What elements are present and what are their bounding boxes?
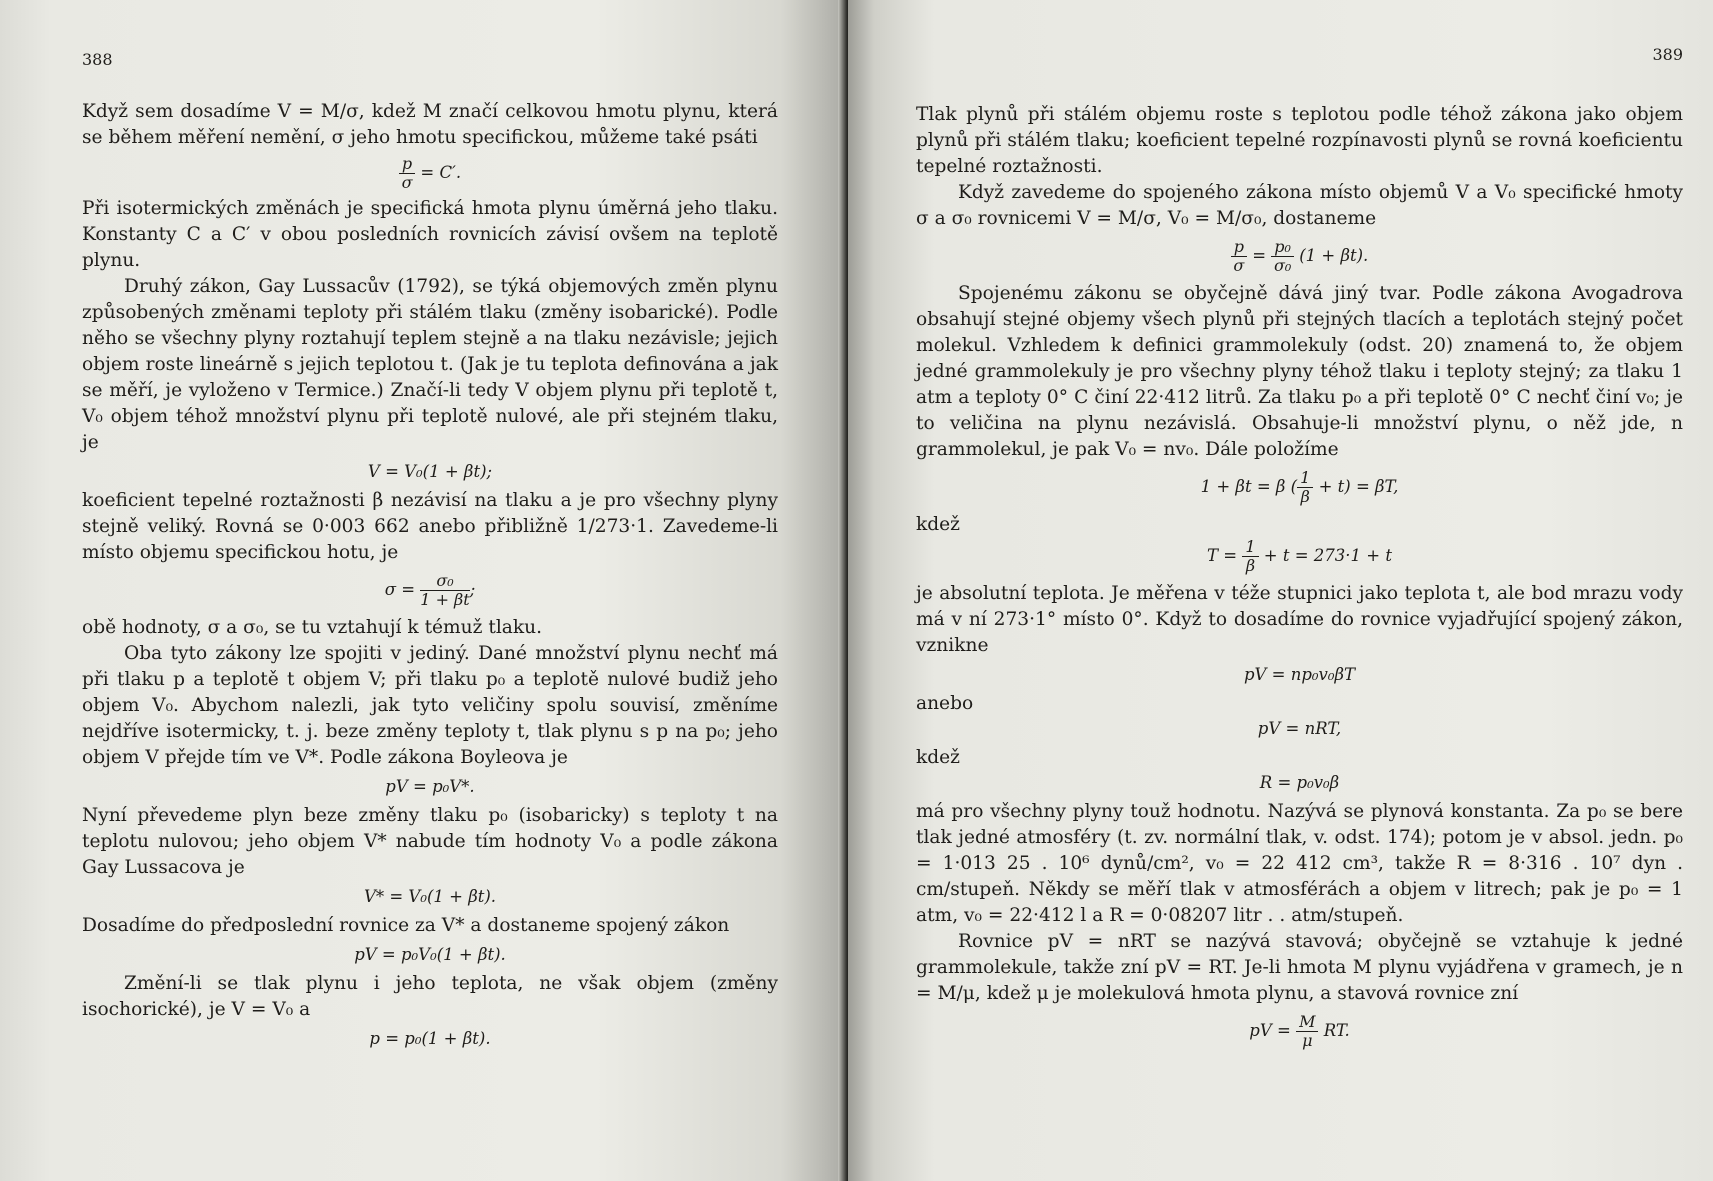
paragraph: Když sem dosadíme V = M/σ, kdež M značí celkovou hmotu plynu, která se během měření nemění, σ jeho hmotu specifickou, můžeme také psáti <box>82 101 778 148</box>
page-number: 389 <box>1652 45 1683 64</box>
left-page <box>0 0 848 1181</box>
paragraph: je absolutní teplota. Je měřena v téže stupnici jako teplota t, ale bod mrazu vody má v ní 273·1° místo 0°. Když to dosadíme do rovnice vyjadřující spojený zákon, vznikne <box>916 583 1683 656</box>
fraction: $\frac{p}{\sigma}$ <box>1231 238 1247 275</box>
paragraph: Spojenému zákonu se obyčejně dává jiný tvar. Podle zákona Avogadrova obsahují stejné objemy všech plynů při stejných tlacích a teplotách stejný počet molekul. Vzhledem k definici grammolekuly (odst. 20) znamená to, že objem jedné grammolekuly je pro všechny plyny téhož tlaku i teploty stejný; za tlaku 1 atm a teploty 0° C činí 22·412 litrů. Za tlaku p₀ a při teplotě 0° C nechť činí v₀; je to veličina na plynu nezávislá. Obsahuje-li množství plynu, o něž jde, n grammolekul, je pak V₀ = nv₀. Dále položíme <box>916 283 1683 460</box>
paragraph: Nyní převedeme plyn beze změny tlaku p₀ (isobaricky) s teploty t na teplotu nulovou; jeho objem V* nabude tím hodnoty V₀ a podle zákona Gay Lussacova je <box>82 805 778 878</box>
fraction: $\frac{M}{\mu}$ <box>1296 1013 1318 1050</box>
paragraph: Rovnice pV = nRT se nazývá stavová; obyčejně se vztahuje k jedné grammolekule, takže zní pV = RT. Je-li hmota M plynu vyjádřena v gramech, je n = M/μ, kdež μ je molekulová hmota plynu, a stavová rovnice zní <box>916 931 1683 1004</box>
paragraph: Dosadíme do předposlední rovnice za V* a dostaneme spojený zákon <box>82 915 730 936</box>
paragraph: Když zavedeme do spojeného zákona místo objemů V a V₀ specifické hmoty σ a σ₀ rovnicemi V = M/σ, V₀ = M/σ₀, dostaneme <box>916 182 1683 229</box>
equation: pV = $\frac{M}{\mu}$ RT. <box>1249 1012 1350 1050</box>
paragraph: Druhý zákon, Gay Lussacův (1792), se týká objemových změn plynu způsobených změnami teploty při stálém tlaku (změny isobarické). Podle něho se všechny plyny roztahují teplem stejně a na tlaku nezávisle; jejich objem roste lineárně s jejich teplotou t. (Jak je tu teplota definována a jak se měří, je vyloženo v Termice.) Značí-li tedy V objem plynu při teplotě t, V₀ objem téhož množství plynu při teplotě nulové, ale při stejném tlaku, je <box>82 276 778 453</box>
paragraph: Změní-li se tlak plynu i jeho teplota, ne však objem (změny isochorické), je V = V₀ a <box>82 973 778 1020</box>
paragraph: obě hodnoty, σ a σ₀, se tu vztahují k témuž tlaku. <box>82 617 543 638</box>
equation: pV = p₀V*. <box>385 777 475 796</box>
equation: V = V₀(1 + βt); <box>367 462 493 481</box>
fraction: $\frac{p}{\sigma}$ <box>399 155 415 192</box>
equation: σ = $\frac{\text{σ₀}}{1 + \beta t}$ ; <box>384 571 476 609</box>
equation: $\frac{p}{\sigma}$ = C′. <box>82 155 778 192</box>
paragraph: má pro všechny plyny touž hodnotu. Nazývá se plynová konstanta. Za p₀ se bere tlak jedné atmosféry (t. zv. normální tlak, v. odst. 174); potom je v absol. jedn. p₀ = 1·013 25 . 10⁶ dynů/cm², v₀ = 22 412 cm³, takže R = 8·316 . 10⁷ dyn . cm/stupeň. Někdy se měří tlak v atmosférách a objem v litrech; pak je p₀ = 1 atm, v₀ = 22·412 l a R = 0·08207 litr . . atm/stupeň. <box>916 801 1683 926</box>
right-page <box>848 0 1713 1181</box>
equation: pV = np₀v₀βT <box>1243 665 1356 684</box>
page-number: 388 <box>82 50 113 69</box>
connective-text: kdež <box>916 514 960 535</box>
equation: T = $\frac{1}{\beta}$ + t = 273·1 + t <box>1207 537 1392 575</box>
paragraph: Oba tyto zákony lze spojiti v jediný. Dané množství plynu nechť má při tlaku p a teplotě t objem V; při tlaku p₀ a teplotě nulové budiž jeho objem V₀. Abychom nalezli, jak tyto veličiny spolu souvisí, změníme nejdříve isotermicky, t. j. beze změny teploty t, tlak plynu s p na p₀; jeho objem V přejde tím ve V*. Podle zákona Boyleova je <box>82 643 778 768</box>
equation: pV = p₀V₀(1 + βt). <box>354 945 506 964</box>
equation: V* = V₀(1 + βt). <box>363 887 497 906</box>
fraction: $\frac{1}{\beta}$ <box>1242 538 1258 575</box>
fraction: $\frac{\text{σ₀}}{1 + \beta t}$ <box>420 571 470 609</box>
paragraph: Při isotermických změnách je specifická hmota plynu úměrná jeho tlaku. Konstanty C a C′ v obou posledních rovnicích závisí ovšem na teplotě plynu. <box>82 198 778 271</box>
equation: R = p₀v₀β <box>1259 773 1340 792</box>
paragraph: koeficient tepelné roztažnosti β nezávisí na tlaku a je pro všechny plyny stejně veliký. Rovná se 0·003 662 anebo přibližně 1/273·1. Zavedeme-li místo objemu specifickou hotu, je <box>82 490 778 563</box>
connective-text: anebo <box>916 693 974 714</box>
equation: $\frac{p}{\sigma}$ = $\frac{\text{p₀}}{\text{σ₀}}$ (1 + βt). <box>916 238 1683 275</box>
connective-text: kdež <box>916 747 960 768</box>
equation: pV = nRT, <box>1257 719 1342 738</box>
equation: p = p₀(1 + βt). <box>369 1029 491 1048</box>
fraction: $\frac{1}{\beta}$ <box>1297 469 1313 506</box>
fraction: $\frac{\text{p₀}}{\text{σ₀}}$ <box>1271 238 1294 275</box>
equation: 1 + βt = β ( $\frac{1}{\beta}$ + t) = βT, <box>1200 468 1399 506</box>
paragraph: Tlak plynů při stálém objemu roste s teplotou podle téhož zákona jako objem plynů při stálém tlaku; koeficient tepelné rozpínavosti plynů se rovná koeficientu tepelné roztažnosti. <box>916 104 1683 177</box>
